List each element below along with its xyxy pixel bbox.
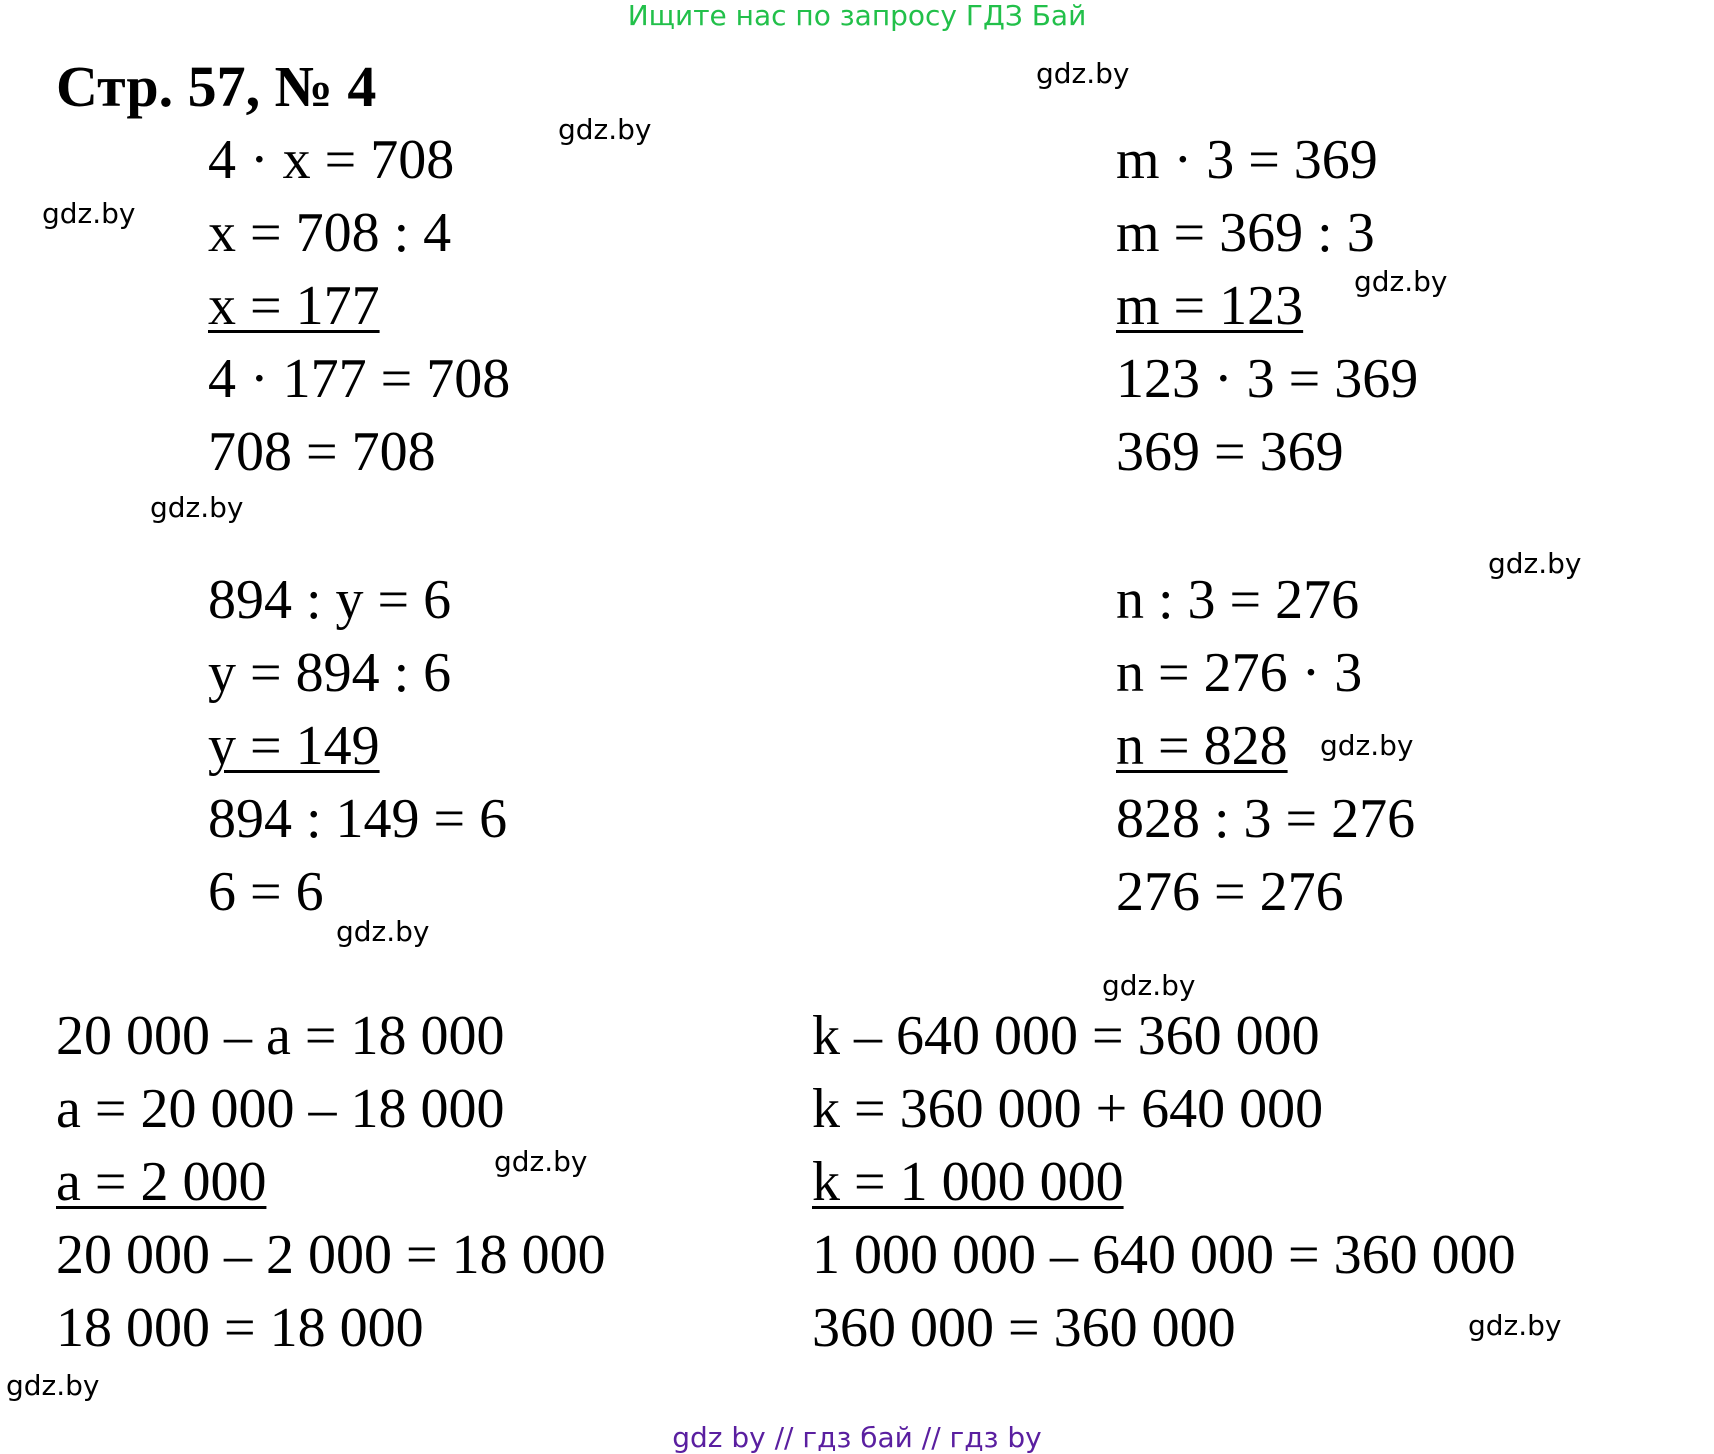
watermark: gdz.by <box>558 113 652 146</box>
watermark: gdz.by <box>1468 1309 1562 1342</box>
problem-3 <box>208 564 507 929</box>
check-result-line: 360 000 = 360 000 <box>812 1297 1236 1359</box>
check-result-line: 369 = 369 <box>1116 421 1344 483</box>
equation-line: n : 3 = 276 <box>1116 569 1360 631</box>
equation-line: k – 640 000 = 360 000 <box>812 1005 1320 1067</box>
watermark: gdz.by <box>1320 729 1414 762</box>
answer-text: m = 123 <box>1116 275 1304 337</box>
check-line: 123 · 3 = 369 <box>1116 348 1419 410</box>
equation-line: y = 894 : 6 <box>208 642 452 704</box>
equation-line: 4 · x = 708 <box>208 129 455 191</box>
equation-line: k = 360 000 + 640 000 <box>812 1078 1324 1140</box>
answer-line <box>208 270 510 343</box>
answer-line <box>812 1146 1516 1219</box>
watermark: gdz.by <box>494 1145 588 1178</box>
problem-1 <box>208 124 510 489</box>
equation-line: m = 369 : 3 <box>1116 202 1375 264</box>
equation-line: 894 : y = 6 <box>208 569 452 631</box>
watermark: gdz.by <box>150 491 244 524</box>
equation-line: 20 000 – a = 18 000 <box>56 1005 505 1067</box>
check-line: 828 : 3 = 276 <box>1116 788 1416 850</box>
check-result-line: 276 = 276 <box>1116 861 1344 923</box>
answer-text: a = 2 000 <box>56 1151 267 1213</box>
footer-banner: gdz by // гдз бай // гдз by <box>672 1421 1042 1454</box>
problem-2 <box>1116 124 1418 489</box>
check-line: 4 · 177 = 708 <box>208 348 511 410</box>
check-line: 20 000 – 2 000 = 18 000 <box>56 1224 606 1286</box>
equation-line: x = 708 : 4 <box>208 202 452 264</box>
answer-text: n = 828 <box>1116 715 1288 777</box>
check-line: 894 : 149 = 6 <box>208 788 508 850</box>
watermark: gdz.by <box>1036 57 1130 90</box>
problem-5 <box>56 1000 606 1365</box>
watermark: gdz.by <box>6 1369 100 1402</box>
answer-line <box>208 710 507 783</box>
check-result-line: 708 = 708 <box>208 421 436 483</box>
watermark: gdz.by <box>1354 265 1448 298</box>
watermark: gdz.by <box>336 915 430 948</box>
equation-line: n = 276 · 3 <box>1116 642 1363 704</box>
answer-text: y = 149 <box>208 715 380 777</box>
header-banner: Ищите нас по запросу ГДЗ Бай <box>627 0 1087 32</box>
equation-line: m · 3 = 369 <box>1116 129 1378 191</box>
watermark: gdz.by <box>1488 547 1582 580</box>
check-result-line: 6 = 6 <box>208 861 324 923</box>
watermark: gdz.by <box>42 197 136 230</box>
problem-6 <box>812 1000 1516 1365</box>
check-line: 1 000 000 – 640 000 = 360 000 <box>812 1224 1516 1286</box>
page-title: Стр. 57, № 4 <box>56 54 377 119</box>
answer-text: k = 1 000 000 <box>812 1151 1124 1213</box>
check-result-line: 18 000 = 18 000 <box>56 1297 424 1359</box>
watermark: gdz.by <box>1102 969 1196 1002</box>
equation-line: a = 20 000 – 18 000 <box>56 1078 505 1140</box>
answer-text: x = 177 <box>208 275 380 337</box>
